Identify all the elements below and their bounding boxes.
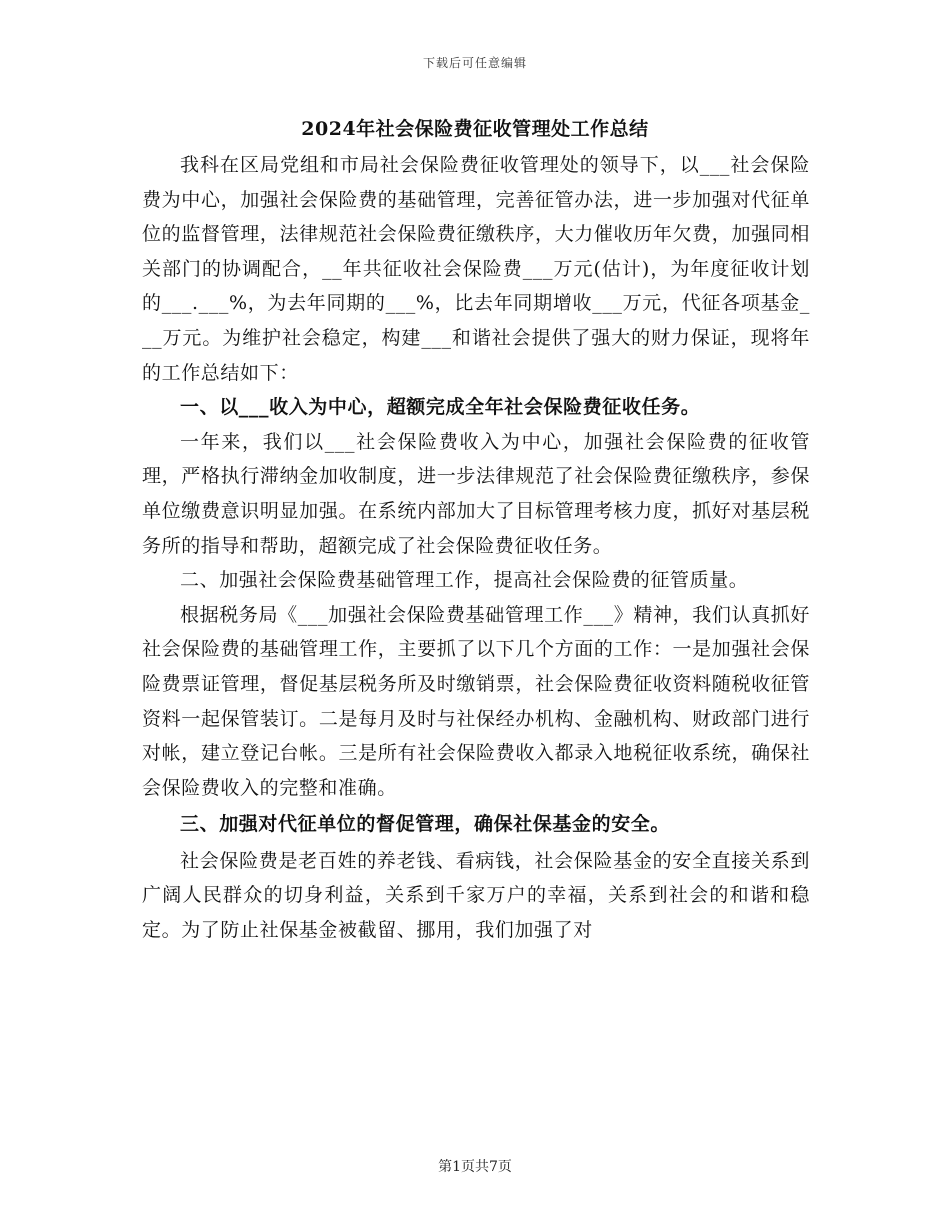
page-title: 2024年社会保险费征收管理处工作总结 bbox=[301, 118, 649, 140]
paragraph-section-1: 一年来，我们以___社会保险费收入为中心，加强社会保险费的征收管理，严格执行滞纳金加收制度，进一步法律规范了社会保险费征缴秩序，参保单位缴费意识明显加强。在系统内部加大了目标管理考核力度，抓好对基层税务所的指导和帮助，超额完成了社会保险费征收任务。 bbox=[142, 430, 810, 557]
paragraph-intro: 我科在区局党组和市局社会保险费征收管理处的领导下，以___社会保险费为中心，加强社会保险费的基础管理，完善征管办法，进一步加强对代征单位的监督管理，法律规范社会保险费征缴秩序，大力催收历年欠费，加强同相关部门的协调配合，__年共征收社会保险费___万元(估计)，为年度征收计划的___.___%，为去年同期的___%，比去年同期增收___万元，代征各项基金___万元。为维护社会稳定，构建___和谐社会提供了强大的财力保证，现将年的工作总结如下： bbox=[142, 154, 810, 384]
paragraph-section-3: 社会保险费是老百姓的养老钱、看病钱，社会保险基金的安全直接关系到广阔人民群众的切身利益，关系到千家万户的幸福，关系到社会的和谐和稳定。为了防止社保基金被截留、挪用，我们加强了对 bbox=[142, 849, 810, 942]
section-heading-1: 一、以___收入为中心，超额完成全年社会保险费征收任务。 bbox=[180, 396, 701, 419]
page-number: 第1页共7页 bbox=[438, 1159, 512, 1175]
section-heading-2: 二、加强社会保险费基础管理工作，提高社会保险费的征管质量。 bbox=[180, 569, 749, 592]
document-body bbox=[142, 148, 810, 948]
header-note: 下载后可任意编辑 bbox=[422, 56, 527, 70]
section-heading-3: 三、加强对代征单位的督促管理，确保社保基金的安全。 bbox=[180, 813, 671, 836]
paragraph-section-2: 根据税务局《___加强社会保险费基础管理工作___》精神，我们认真抓好社会保险费的基础管理工作，主要抓了以下几个方面的工作：一是加强社会保险费票证管理，督促基层税务所及时缴销票，社会保险费征收资料随税收征管资料一起保管装订。二是每月及时与社保经办机构、金融机构、财政部门进行对帐，建立登记台帐。三是所有社会保险费收入都录入地税征收系统，确保社会保险费收入的完整和准确。 bbox=[142, 603, 810, 799]
